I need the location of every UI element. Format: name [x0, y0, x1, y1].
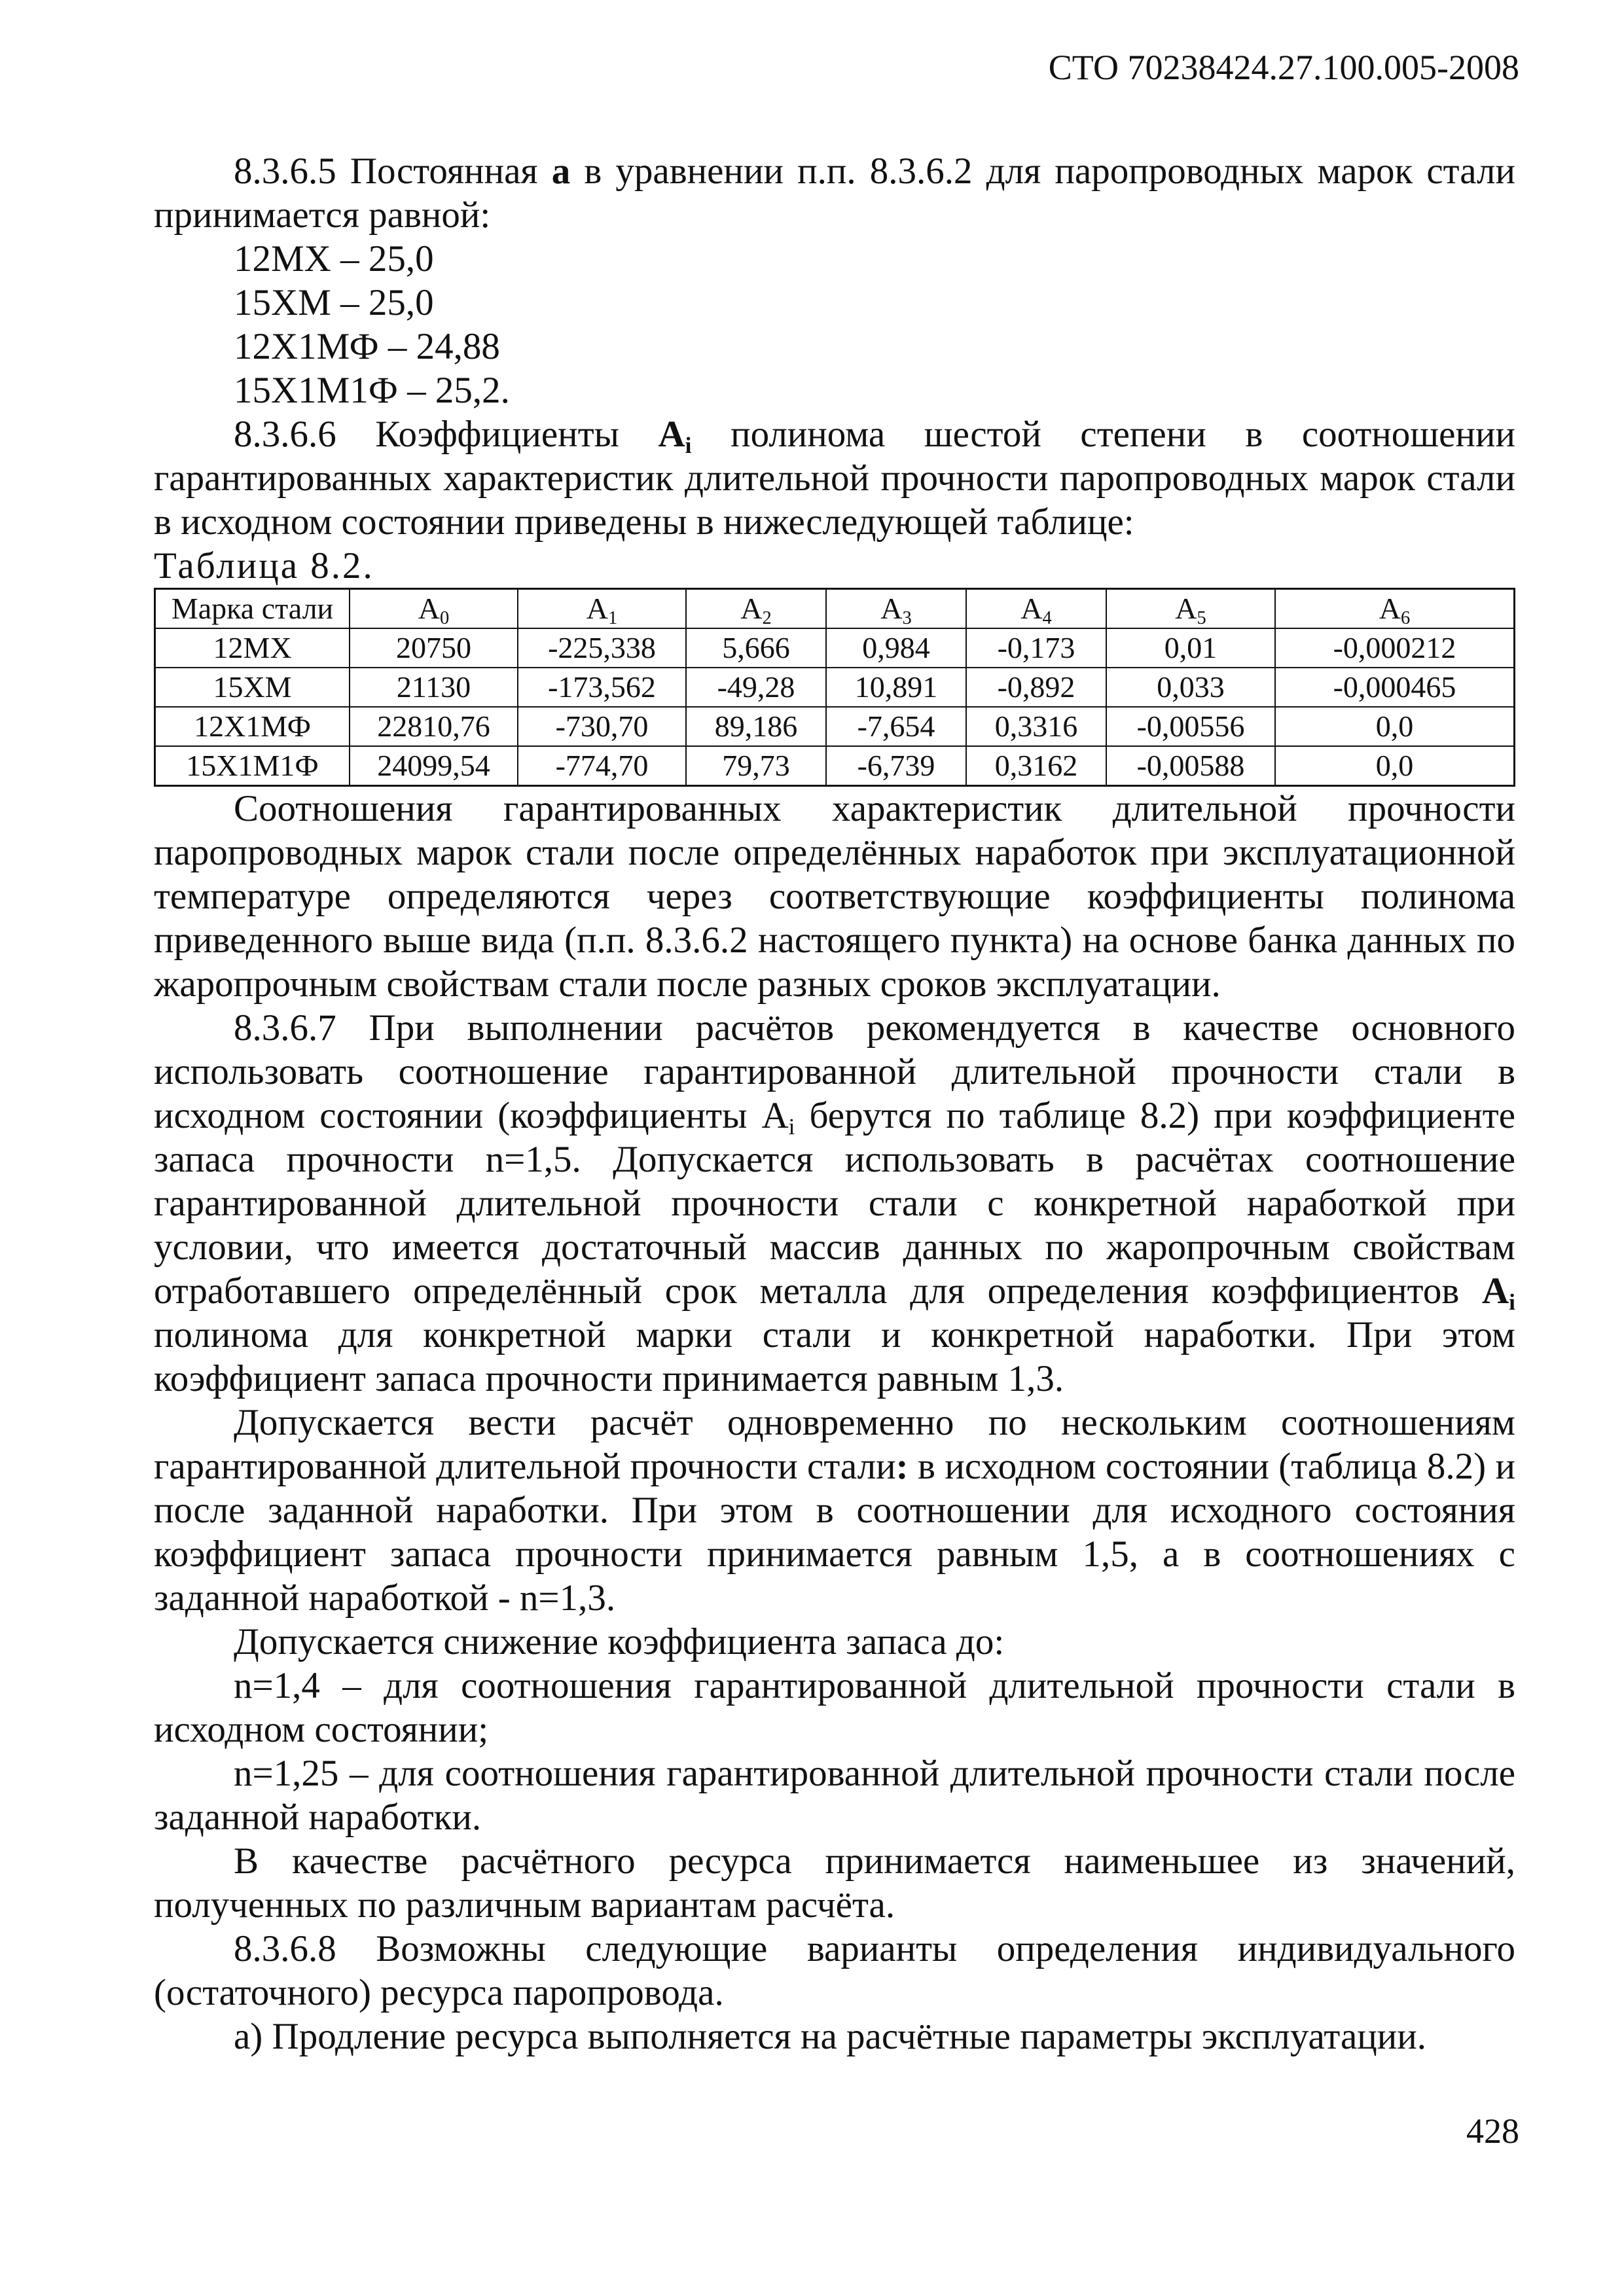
page-number: 428 [1466, 2111, 1519, 2151]
table-row: 15Х1М1Ф 24099,54 -774,70 79,73 -6,739 0,3162 -0,00588 0,0 [155, 746, 1515, 786]
column-header: $A_2$ [686, 589, 826, 629]
paragraph-8-3-6-8: 8.3.6.8 Возможны следующие варианты определения индивидуального (остаточного) ресурса паропровода. [154, 1928, 1515, 2013]
table-row: 12Х1МФ 22810,76 -730,70 89,186 -7,654 0,3316 -0,00556 0,0 [155, 707, 1515, 746]
table-caption: Таблица 8.2. [154, 545, 374, 586]
paragraph-n-1-25: n=1,25 – для соотношения гарантированной длительной прочности стали после заданной наработки. [154, 1753, 1515, 1838]
steel-constant-line: 15Х1М1Ф – 25,2. [234, 370, 510, 411]
steel-constant-line: 12МХ – 25,0 [234, 238, 434, 279]
constant-a: a [551, 151, 571, 192]
table-row: 12МХ 20750 -225,338 5,666 0,984 -0,173 0,01 -0,000212 [155, 628, 1515, 668]
paragraph-8-3-6-7: 8.3.6.7 При выполнении расчётов рекомендуется в качестве основного использовать соотношение гарантированной длительной прочности стали в исходном состоянии (коэффициенты $A_i$ берутся по таблице 8.2) при коэффициенте запаса прочности n=1,5. Допускается использовать в расчётах соотношение гарантированной длительной прочности стали с конкретной наработкой при условии, что имеется достаточный массив данных по жаропрочным свойствам отработавшего определённый срок металла для определения коэффициентов $A_i$ полинома для конкретной марки стали и конкретной наработки. При этом коэффициент запаса прочности принимается равным 1,3. [154, 1007, 1515, 1399]
paragraph-design-resource: В качестве расчётного ресурса принимается наименьшее из значений, полученных по различным вариантам расчёта. [154, 1840, 1515, 1926]
column-header: Марка стали [155, 589, 350, 629]
coefficients-table [154, 588, 1515, 787]
column-header: $A_0$ [350, 589, 518, 629]
paragraph-multiple-relations: Допускается вести расчёт одновременно по нескольким соотношениям гарантированной длительной прочности стали: в исходном состоянии (таблица 8.2) и после заданной наработки. При этом в соотношении для исходного состояния коэффициент запаса прочности принимается равным 1,5, а в соотношениях с заданной наработкой - n=1,3. [154, 1402, 1515, 1619]
document-body [154, 149, 1515, 2058]
table-row: 15ХМ 21130 -173,562 -49,28 10,891 -0,892 0,033 -0,000465 [155, 668, 1515, 707]
steel-constant-line: 12Х1МФ – 24,88 [234, 326, 500, 367]
paragraph-8-3-6-5: 8.3.6.5 Постоянная a в уравнении п.п. 8.3.6.2 для паропроводных марок стали принимается равной: [154, 151, 1516, 236]
paragraph-after-table: Соотношения гарантированных характеристик длительной прочности паропроводных марок стали после определённых наработок при эксплуатационной температуре определяются через соответствующие коэффициенты полинома приведенного выше вида (п.п. 8.3.6.2 настоящего пункта) на основе банка данных по жаропрочным свойствам стали после разных сроков эксплуатации. [154, 788, 1515, 1005]
paragraph-reduction: Допускается снижение коэффициента запаса до: [234, 1621, 1005, 1662]
column-header: $A_5$ [1106, 589, 1275, 629]
document-code-header: СТО 70238424.27.100.005-2008 [1048, 48, 1519, 87]
column-header: $A_4$ [966, 589, 1106, 629]
paragraph-n-1-4: n=1,4 – для соотношения гарантированной длительной прочности стали в исходном состоянии; [154, 1665, 1515, 1750]
steel-constant-line: 15ХМ – 25,0 [234, 282, 434, 323]
column-header: $A_6$ [1275, 589, 1515, 629]
table-header-row [155, 589, 1515, 629]
paragraph-option-a: а) Продление ресурса выполняется на расчётные параметры эксплуатации. [234, 2016, 1427, 2057]
paragraph-8-3-6-6: 8.3.6.6 Коэффициенты $A_i$ полинома шестой степени в соотношении гарантированных характеристик длительной прочности паропроводных марок стали в исходном состоянии приведены в нижеследующей таблице: [154, 414, 1515, 543]
column-header: $A_1$ [518, 589, 686, 629]
column-header: $A_3$ [826, 589, 966, 629]
